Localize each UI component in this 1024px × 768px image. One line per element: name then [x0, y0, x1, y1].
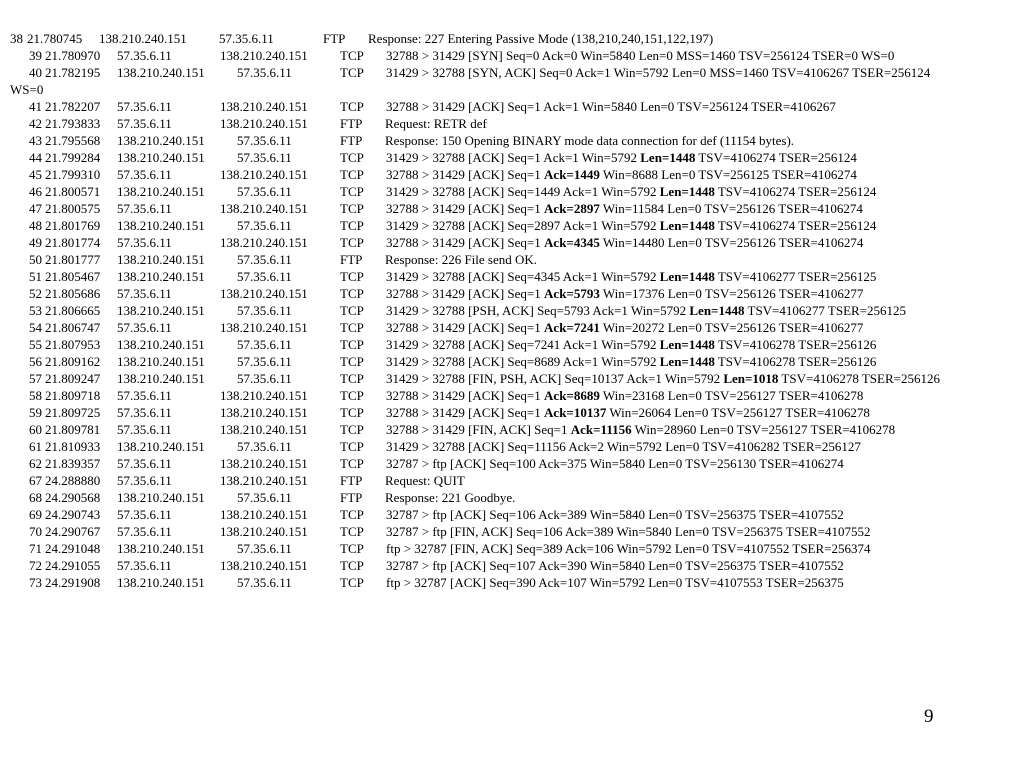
- packet-info-text: 32788 > 31429 [SYN] Seq=0 Ack=0 Win=5840 Len=0 MSS=1460 TSV=256124 TSER=0 WS=0: [386, 48, 895, 63]
- packet-info-text: ftp > 32787 [FIN, ACK] Seq=389 Ack=106 Win=5792 Len=0 TSV=4107552 TSER=256374: [386, 541, 871, 556]
- packet-destination: 138.210.240.151: [220, 456, 308, 471]
- packet-number: 46: [29, 184, 42, 199]
- packet-info: [386, 506, 844, 523]
- packet-row: [0, 574, 1024, 591]
- packet-info-text: Win=28960 Len=0 TSV=256127 TSER=4106278: [631, 422, 896, 437]
- packet-info: [386, 319, 863, 336]
- packet-info: [385, 251, 537, 268]
- packet-source: 57.35.6.11: [117, 99, 172, 114]
- packet-protocol: TCP: [340, 99, 364, 114]
- packet-row: [0, 370, 1024, 387]
- packet-info-highlight: Len=1448: [659, 184, 715, 199]
- packet-info-text: Win=23168 Len=0 TSV=256127 TSER=4106278: [599, 388, 864, 403]
- packet-info-text: TSV=4106278 TSER=256126: [778, 371, 940, 386]
- packet-row: [0, 387, 1024, 404]
- packet-info: [386, 200, 863, 217]
- packet-info: [368, 30, 713, 47]
- packet-info-text: 32787 > ftp [FIN, ACK] Seq=106 Ack=389 Win=5840 Len=0 TSV=256375 TSER=4107552: [386, 524, 871, 539]
- packet-protocol: TCP: [340, 269, 364, 284]
- packet-info-highlight: Ack=11156: [570, 422, 632, 437]
- packet-info: [386, 98, 836, 115]
- packet-time: 21.806665: [45, 303, 101, 318]
- packet-protocol: TCP: [340, 337, 364, 352]
- packet-time: 21.809781: [45, 422, 101, 437]
- packet-info-wrap: WS=0: [10, 82, 44, 97]
- packet-row-continuation: [0, 81, 1024, 98]
- packet-info-text: Response: 227 Entering Passive Mode (138,210,240,151,122,197): [368, 31, 714, 46]
- packet-source: 57.35.6.11: [117, 473, 172, 488]
- packet-protocol: TCP: [340, 388, 364, 403]
- packet-source: 138.210.240.151: [99, 31, 187, 46]
- packet-protocol: TCP: [340, 150, 364, 165]
- packet-protocol: TCP: [340, 303, 364, 318]
- packet-protocol: FTP: [340, 133, 363, 148]
- packet-info-text: 32787 > ftp [ACK] Seq=100 Ack=375 Win=5840 Len=0 TSV=256130 TSER=4106274: [386, 456, 844, 471]
- packet-protocol: FTP: [323, 31, 346, 46]
- packet-number: 73: [29, 575, 42, 590]
- packet-time: 21.807953: [45, 337, 101, 352]
- packet-source: 138.210.240.151: [117, 303, 205, 318]
- packet-destination: 138.210.240.151: [220, 405, 308, 420]
- packet-source: 57.35.6.11: [117, 524, 172, 539]
- packet-row: [0, 455, 1024, 472]
- packet-info-text: Request: RETR def: [385, 116, 487, 131]
- packet-source: 138.210.240.151: [117, 184, 205, 199]
- packet-row: [0, 98, 1024, 115]
- packet-info: [386, 557, 844, 574]
- packet-time: 21.800571: [45, 184, 101, 199]
- packet-protocol: TCP: [340, 354, 364, 369]
- packet-number: 42: [29, 116, 42, 131]
- packet-info-text: ftp > 32787 [ACK] Seq=390 Ack=107 Win=5792 Len=0 TSV=4107553 TSER=256375: [386, 575, 844, 590]
- packet-row: [0, 166, 1024, 183]
- packet-source: 57.35.6.11: [117, 48, 172, 63]
- packet-source: 138.210.240.151: [117, 252, 205, 267]
- packet-protocol: FTP: [340, 252, 363, 267]
- packet-number: 50: [29, 252, 42, 267]
- packet-time: 21.806747: [45, 320, 101, 335]
- packet-time: 21.782195: [45, 65, 101, 80]
- packet-number: 59: [29, 405, 42, 420]
- packet-info-text: TSV=4106277 TSER=256125: [714, 269, 877, 284]
- packet-info-highlight: Ack=4345: [544, 235, 600, 250]
- packet-info-highlight: Ack=8689: [544, 388, 600, 403]
- packet-destination: 57.35.6.11: [237, 371, 292, 386]
- packet-info: [386, 455, 844, 472]
- packet-row: [0, 506, 1024, 523]
- packet-time: 21.800575: [45, 201, 101, 216]
- packet-row: [0, 353, 1024, 370]
- packet-number: 43: [29, 133, 42, 148]
- packet-time: 21.801777: [45, 252, 101, 267]
- packet-time: 24.291055: [45, 558, 101, 573]
- packet-time: 21.795568: [45, 133, 101, 148]
- packet-protocol: TCP: [340, 184, 364, 199]
- packet-row: [0, 285, 1024, 302]
- packet-info-text: 32788 > 31429 [ACK] Seq=1: [386, 235, 545, 250]
- packet-info-highlight: Len=1448: [659, 218, 715, 233]
- packet-row: [0, 30, 1024, 47]
- packet-source: 57.35.6.11: [117, 167, 172, 182]
- packet-info-highlight: Len=1448: [659, 269, 715, 284]
- packet-info-highlight: Len=1448: [659, 354, 715, 369]
- packet-number: 60: [29, 422, 42, 437]
- packet-info: [386, 285, 863, 302]
- packet-protocol: FTP: [340, 490, 363, 505]
- packet-row: [0, 200, 1024, 217]
- packet-time: 21.799284: [45, 150, 101, 165]
- packet-destination: 57.35.6.11: [237, 218, 292, 233]
- packet-info-text: Win=17376 Len=0 TSV=256126 TSER=4106277: [599, 286, 864, 301]
- packet-info: [385, 472, 465, 489]
- packet-log: [0, 30, 1024, 591]
- packet-info: [386, 166, 857, 183]
- packet-info-text: Response: 150 Opening BINARY mode data connection for def (11154 bytes).: [385, 133, 795, 148]
- packet-protocol: TCP: [340, 320, 364, 335]
- packet-destination: 138.210.240.151: [220, 473, 308, 488]
- packet-time: 21.782207: [45, 99, 101, 114]
- packet-row: [0, 523, 1024, 540]
- packet-destination: 138.210.240.151: [220, 507, 308, 522]
- packet-row: [0, 183, 1024, 200]
- packet-number: 55: [29, 337, 42, 352]
- packet-source: 138.210.240.151: [117, 133, 205, 148]
- packet-info-text: 31429 > 32788 [ACK] Seq=1 Ack=1 Win=5792: [386, 150, 641, 165]
- packet-number: 53: [29, 303, 42, 318]
- packet-info: [386, 302, 906, 319]
- packet-info-text: Request: QUIT: [385, 473, 465, 488]
- packet-row: [0, 234, 1024, 251]
- packet-info: [386, 183, 876, 200]
- packet-destination: 138.210.240.151: [220, 286, 308, 301]
- packet-protocol: TCP: [340, 456, 364, 471]
- packet-info: [386, 64, 930, 81]
- packet-time: 21.809718: [45, 388, 101, 403]
- packet-number: 52: [29, 286, 42, 301]
- packet-protocol: FTP: [340, 473, 363, 488]
- packet-destination: 57.35.6.11: [237, 439, 292, 454]
- packet-protocol: TCP: [340, 235, 364, 250]
- packet-info-text: TSV=4106278 TSER=256126: [714, 354, 877, 369]
- packet-number: 70: [29, 524, 42, 539]
- packet-source: 138.210.240.151: [117, 439, 205, 454]
- packet-source: 138.210.240.151: [117, 337, 205, 352]
- packet-info-highlight: Ack=5793: [544, 286, 600, 301]
- packet-number: 45: [29, 167, 42, 182]
- packet-source: 57.35.6.11: [117, 456, 172, 471]
- packet-source: 138.210.240.151: [117, 371, 205, 386]
- packet-info: [386, 438, 861, 455]
- packet-info-highlight: Len=1018: [723, 371, 779, 386]
- packet-number: 72: [29, 558, 42, 573]
- packet-protocol: TCP: [340, 201, 364, 216]
- packet-protocol: FTP: [340, 116, 363, 131]
- packet-destination: 57.35.6.11: [237, 541, 292, 556]
- packet-source: 57.35.6.11: [117, 507, 172, 522]
- packet-info-text: Win=8688 Len=0 TSV=256125 TSER=4106274: [599, 167, 857, 182]
- packet-row: [0, 217, 1024, 234]
- packet-row: [0, 268, 1024, 285]
- packet-info-highlight: Ack=10137: [544, 405, 607, 420]
- packet-protocol: TCP: [340, 218, 364, 233]
- packet-info: [386, 149, 857, 166]
- packet-time: 24.290767: [45, 524, 101, 539]
- packet-number: 56: [29, 354, 42, 369]
- packet-info-text: Win=11584 Len=0 TSV=256126 TSER=4106274: [599, 201, 863, 216]
- packet-source: 57.35.6.11: [117, 286, 172, 301]
- packet-destination: 138.210.240.151: [220, 558, 308, 573]
- packet-destination: 57.35.6.11: [237, 303, 292, 318]
- packet-info-text: 31429 > 32788 [ACK] Seq=11156 Ack=2 Win=5792 Len=0 TSV=4106282 TSER=256127: [386, 439, 861, 454]
- packet-info-text: 31429 > 32788 [ACK] Seq=4345 Ack=1 Win=5792: [386, 269, 660, 284]
- packet-time: 21.805686: [45, 286, 101, 301]
- packet-row: [0, 132, 1024, 149]
- packet-row: [0, 557, 1024, 574]
- packet-protocol: TCP: [340, 541, 364, 556]
- packet-time: 24.291908: [45, 575, 101, 590]
- packet-row: [0, 489, 1024, 506]
- packet-source: 57.35.6.11: [117, 320, 172, 335]
- packet-info-text: 32787 > ftp [ACK] Seq=106 Ack=389 Win=5840 Len=0 TSV=256375 TSER=4107552: [386, 507, 844, 522]
- packet-info-text: TSV=4106274 TSER=256124: [714, 218, 877, 233]
- packet-time: 21.809247: [45, 371, 101, 386]
- packet-info-highlight: Ack=2897: [544, 201, 600, 216]
- packet-info-text: 32788 > 31429 [ACK] Seq=1: [386, 286, 545, 301]
- packet-time: 21.780745: [27, 31, 83, 46]
- packet-row: [0, 472, 1024, 489]
- packet-source: 57.35.6.11: [117, 235, 172, 250]
- packet-protocol: TCP: [340, 286, 364, 301]
- packet-info: [385, 132, 794, 149]
- packet-destination: 138.210.240.151: [220, 388, 308, 403]
- packet-info-text: Win=26064 Len=0 TSV=256127 TSER=4106278: [606, 405, 870, 420]
- packet-destination: 138.210.240.151: [220, 320, 308, 335]
- packet-info-text: 32788 > 31429 [ACK] Seq=1 Ack=1 Win=5840 Len=0 TSV=256124 TSER=4106267: [386, 99, 836, 114]
- packet-time: 21.801769: [45, 218, 101, 233]
- packet-info-text: 31429 > 32788 [ACK] Seq=7241 Ack=1 Win=5792: [386, 337, 660, 352]
- packet-number: 71: [29, 541, 42, 556]
- packet-protocol: TCP: [340, 524, 364, 539]
- packet-source: 138.210.240.151: [117, 269, 205, 284]
- packet-time: 21.799310: [45, 167, 101, 182]
- packet-source: 57.35.6.11: [117, 422, 172, 437]
- packet-number: 49: [29, 235, 42, 250]
- packet-info-text: 31429 > 32788 [PSH, ACK] Seq=5793 Ack=1 Win=5792: [386, 303, 690, 318]
- packet-info-text: 32788 > 31429 [ACK] Seq=1: [386, 167, 545, 182]
- packet-destination: 138.210.240.151: [220, 99, 308, 114]
- packet-row: [0, 540, 1024, 557]
- packet-info-highlight: Len=1448: [659, 337, 715, 352]
- packet-destination: 57.35.6.11: [237, 337, 292, 352]
- packet-destination: 57.35.6.11: [219, 31, 274, 46]
- packet-number: 48: [29, 218, 42, 233]
- packet-info-text: TSV=4106278 TSER=256126: [714, 337, 877, 352]
- packet-number: 68: [29, 490, 42, 505]
- packet-info: [385, 489, 515, 506]
- packet-info-text: TSV=4106274 TSER=256124: [714, 184, 877, 199]
- packet-info-text: 31429 > 32788 [FIN, PSH, ACK] Seq=10137 Ack=1 Win=5792: [386, 371, 724, 386]
- packet-info-text: 32788 > 31429 [ACK] Seq=1: [386, 388, 545, 403]
- packet-source: 138.210.240.151: [117, 65, 205, 80]
- packet-destination: 138.210.240.151: [220, 524, 308, 539]
- packet-destination: 138.210.240.151: [220, 48, 308, 63]
- packet-source: 138.210.240.151: [117, 541, 205, 556]
- packet-destination: 57.35.6.11: [237, 65, 292, 80]
- packet-destination: 138.210.240.151: [220, 201, 308, 216]
- packet-source: 57.35.6.11: [117, 116, 172, 131]
- packet-info-text: 31429 > 32788 [SYN, ACK] Seq=0 Ack=1 Win=5792 Len=0 MSS=1460 TSV=4106267 TSER=256124: [386, 65, 931, 80]
- packet-number: 69: [29, 507, 42, 522]
- packet-info-text: 32787 > ftp [ACK] Seq=107 Ack=390 Win=5840 Len=0 TSV=256375 TSER=4107552: [386, 558, 844, 573]
- packet-info: [386, 523, 871, 540]
- packet-protocol: TCP: [340, 422, 364, 437]
- packet-time: 21.810933: [45, 439, 101, 454]
- packet-info: [386, 370, 940, 387]
- packet-destination: 138.210.240.151: [220, 422, 308, 437]
- packet-source: 138.210.240.151: [117, 490, 205, 505]
- packet-number: 62: [29, 456, 42, 471]
- packet-protocol: TCP: [340, 405, 364, 420]
- packet-number: 47: [29, 201, 42, 216]
- packet-info-text: TSV=4106274 TSER=256124: [695, 150, 857, 165]
- packet-time: 21.793833: [45, 116, 101, 131]
- packet-destination: 138.210.240.151: [220, 235, 308, 250]
- packet-info-highlight: Ack=1449: [544, 167, 600, 182]
- packet-time: 21.839357: [45, 456, 101, 471]
- packet-info-text: 31429 > 32788 [ACK] Seq=2897 Ack=1 Win=5792: [386, 218, 660, 233]
- packet-number: 40: [29, 65, 42, 80]
- packet-number: 38: [10, 31, 23, 46]
- packet-row: [0, 47, 1024, 64]
- packet-destination: 138.210.240.151: [220, 167, 308, 182]
- packet-info: [386, 268, 876, 285]
- packet-destination: 138.210.240.151: [220, 116, 308, 131]
- packet-info-text: Win=20272 Len=0 TSV=256126 TSER=4106277: [599, 320, 864, 335]
- packet-row: [0, 115, 1024, 132]
- packet-destination: 57.35.6.11: [237, 150, 292, 165]
- packet-protocol: TCP: [340, 575, 364, 590]
- packet-number: 61: [29, 439, 42, 454]
- packet-info: [386, 336, 876, 353]
- packet-time: 24.290568: [45, 490, 101, 505]
- packet-info-text: Response: 221 Goodbye.: [385, 490, 516, 505]
- packet-info-text: 32788 > 31429 [ACK] Seq=1: [386, 320, 545, 335]
- packet-destination: 57.35.6.11: [237, 184, 292, 199]
- packet-info: [386, 404, 870, 421]
- packet-row: [0, 302, 1024, 319]
- packet-source: 138.210.240.151: [117, 218, 205, 233]
- packet-info-text: 32788 > 31429 [FIN, ACK] Seq=1: [386, 422, 571, 437]
- packet-row: [0, 319, 1024, 336]
- packet-info-highlight: Len=1448: [640, 150, 696, 165]
- packet-number: 39: [29, 48, 42, 63]
- packet-info: [385, 115, 487, 132]
- packet-source: 57.35.6.11: [117, 405, 172, 420]
- packet-info: [386, 353, 876, 370]
- packet-time: 21.809162: [45, 354, 101, 369]
- packet-number: 54: [29, 320, 42, 335]
- packet-time: 24.290743: [45, 507, 101, 522]
- packet-number: 67: [29, 473, 42, 488]
- packet-time: 24.291048: [45, 541, 101, 556]
- packet-number: 51: [29, 269, 42, 284]
- packet-info-highlight: Len=1448: [689, 303, 745, 318]
- packet-protocol: TCP: [340, 65, 364, 80]
- packet-destination: 57.35.6.11: [237, 575, 292, 590]
- packet-number: 44: [29, 150, 42, 165]
- packet-row: [0, 421, 1024, 438]
- packet-info-text: 31429 > 32788 [ACK] Seq=8689 Ack=1 Win=5792: [386, 354, 660, 369]
- packet-source: 138.210.240.151: [117, 150, 205, 165]
- packet-source: 57.35.6.11: [117, 201, 172, 216]
- packet-row: [0, 336, 1024, 353]
- page-number: 9: [924, 706, 934, 727]
- packet-row: [0, 251, 1024, 268]
- packet-protocol: TCP: [340, 507, 364, 522]
- packet-protocol: TCP: [340, 558, 364, 573]
- packet-protocol: TCP: [340, 371, 364, 386]
- packet-number: 57: [29, 371, 42, 386]
- packet-destination: 57.35.6.11: [237, 133, 292, 148]
- packet-info: [386, 540, 871, 557]
- packet-protocol: TCP: [340, 48, 364, 63]
- packet-info: [386, 574, 844, 591]
- packet-info: [386, 387, 863, 404]
- packet-info-text: 31429 > 32788 [ACK] Seq=1449 Ack=1 Win=5792: [386, 184, 660, 199]
- packet-source: 138.210.240.151: [117, 354, 205, 369]
- packet-protocol: TCP: [340, 439, 364, 454]
- packet-info: [386, 421, 895, 438]
- packet-info-highlight: Ack=7241: [544, 320, 600, 335]
- packet-number: 58: [29, 388, 42, 403]
- packet-destination: 57.35.6.11: [237, 269, 292, 284]
- packet-row: [0, 149, 1024, 166]
- packet-protocol: TCP: [340, 167, 364, 182]
- packet-info-text: TSV=4106277 TSER=256125: [744, 303, 907, 318]
- packet-info-text: Win=14480 Len=0 TSV=256126 TSER=4106274: [599, 235, 864, 250]
- packet-destination: 57.35.6.11: [237, 490, 292, 505]
- packet-row: [0, 438, 1024, 455]
- packet-row: [0, 404, 1024, 421]
- packet-source: 57.35.6.11: [117, 558, 172, 573]
- packet-time: 21.801774: [45, 235, 101, 250]
- packet-info-text: Response: 226 File send OK.: [385, 252, 538, 267]
- packet-destination: 57.35.6.11: [237, 354, 292, 369]
- packet-destination: 57.35.6.11: [237, 252, 292, 267]
- packet-time: 24.288880: [45, 473, 101, 488]
- packet-info: [386, 217, 876, 234]
- packet-source: 57.35.6.11: [117, 388, 172, 403]
- packet-time: 21.809725: [45, 405, 101, 420]
- packet-info: [386, 47, 894, 64]
- packet-info: [386, 234, 863, 251]
- packet-info-text: 32788 > 31429 [ACK] Seq=1: [386, 405, 545, 420]
- packet-time: 21.805467: [45, 269, 101, 284]
- packet-number: 41: [29, 99, 42, 114]
- packet-source: 138.210.240.151: [117, 575, 205, 590]
- packet-row: [0, 64, 1024, 81]
- packet-time: 21.780970: [45, 48, 101, 63]
- packet-info-text: 32788 > 31429 [ACK] Seq=1: [386, 201, 545, 216]
